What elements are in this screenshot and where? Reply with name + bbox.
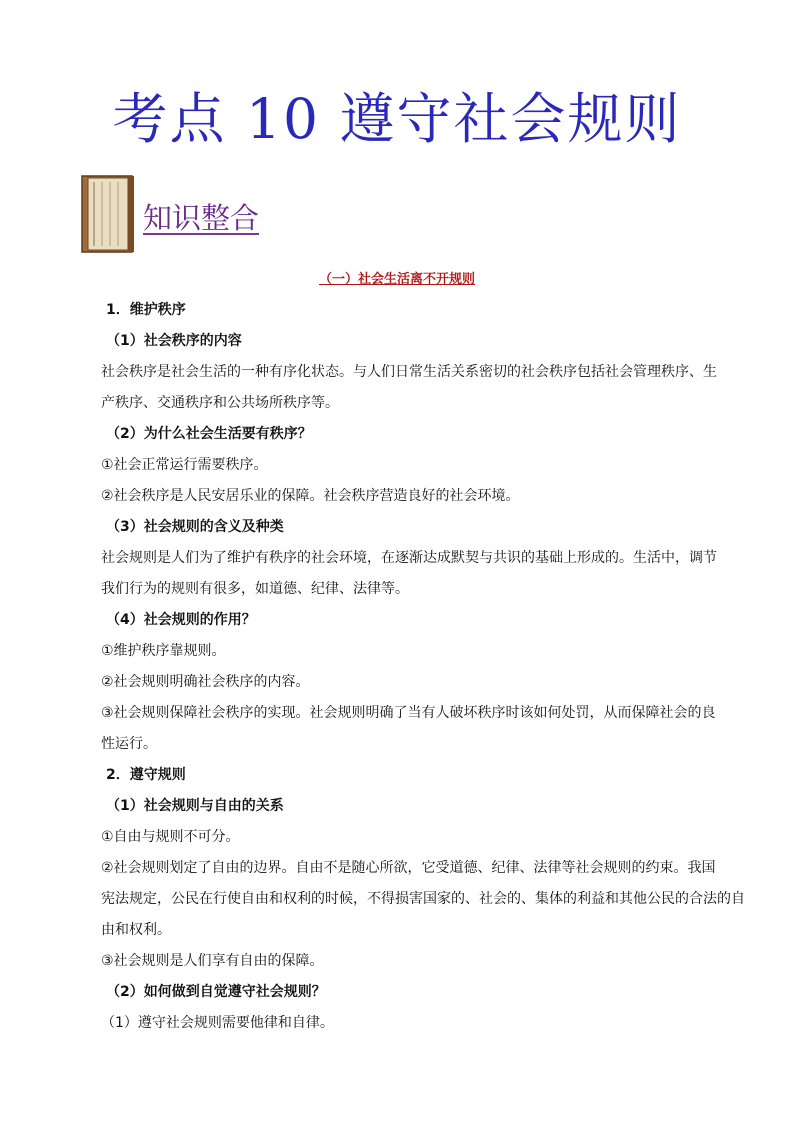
paragraph-line: 我们行为的规则有很多，如道德、纪律、法律等。 [101, 581, 409, 597]
heading-level-2: （2）为什么社会生活要有秩序？ [106, 426, 312, 442]
heading-level-1: 2．遵守规则 [106, 767, 186, 783]
knowledge-summary-label: 知识整合 [143, 201, 260, 235]
paragraph-line: 宪法规定，公民在行使自由和权利的时候，不得损害国家的、社会的、集体的利益和其他公民的合法的自 [101, 891, 745, 907]
heading-level-2: （4）社会规则的作用？ [106, 612, 256, 628]
paragraph-line: 社会规则是人们为了维护有秩序的社会环境，在逐渐达成默契与共识的基础上形成的。生活中，调节 [101, 550, 717, 566]
list-item: ②社会规则划定了自由的边界。自由不是随心所欲，它受道德、纪律、法律等社会规则的约束。我国 [101, 860, 716, 876]
page-title: 考点 10 遵守社会规则 [112, 87, 682, 151]
list-item: ②社会规则明确社会秩序的内容。 [101, 674, 310, 690]
list-item: ③社会规则是人们享有自由的保障。 [101, 953, 324, 969]
section-heading: （一）社会生活离不开规则 [318, 272, 475, 287]
list-item: ①自由与规则不可分。 [101, 829, 240, 845]
heading-level-2: （1）社会规则与自由的关系 [106, 798, 284, 814]
paragraph-line: 由和权利。 [101, 922, 171, 938]
heading-level-2: （3）社会规则的含义及种类 [106, 519, 284, 535]
list-item: ①社会正常运行需要秩序。 [101, 457, 268, 473]
list-item: ①维护秩序靠规则。 [101, 643, 226, 659]
list-item: ③社会规则保障社会秩序的实现。社会规则明确了当有人破坏秩序时该如何处罚，从而保障社会的良 [101, 705, 716, 721]
paragraph-line: 性运行。 [101, 736, 157, 752]
heading-level-1: 1．维护秩序 [106, 302, 186, 318]
paragraph-line: 产秩序、交通秩序和公共场所秩序等。 [101, 395, 339, 411]
list-item: ②社会秩序是人民安居乐业的保障。社会秩序营造良好的社会环境。 [101, 488, 520, 504]
heading-level-2: （2）如何做到自觉遵守社会规则？ [106, 984, 326, 1000]
heading-level-2: （1）社会秩序的内容 [106, 333, 242, 349]
paragraph-line: 社会秩序是社会生活的一种有序化状态。与人们日常生活关系密切的社会秩序包括社会管理秩序、生 [101, 364, 717, 380]
list-item: （1）遵守社会规则需要他律和自律。 [101, 1015, 334, 1031]
